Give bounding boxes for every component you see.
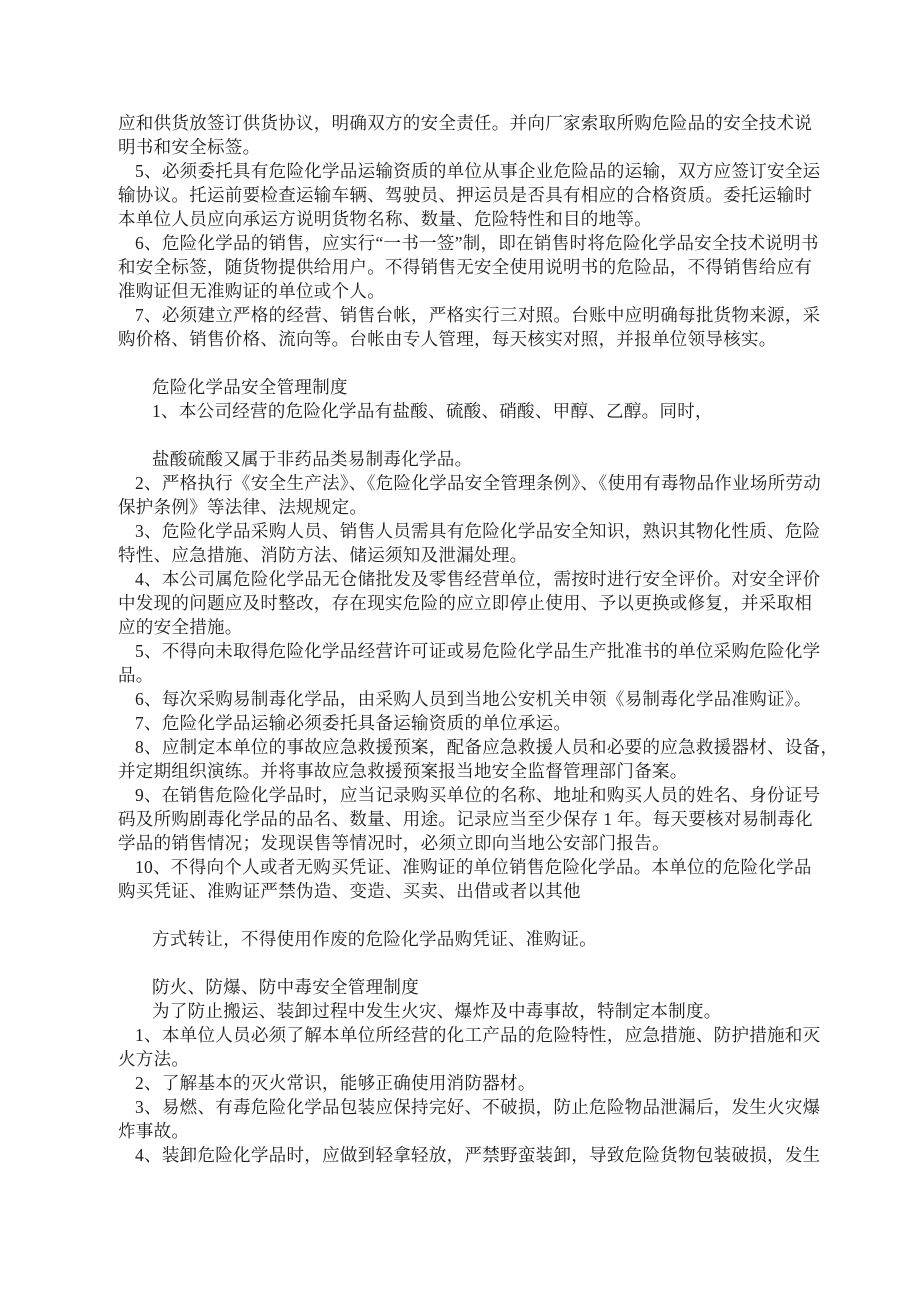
text-line: 学品的销售情况；发现误售等情况时，必须立即向当地公安部门报告。 — [118, 833, 670, 853]
text-line: 并定期组织演练。并将事故应急救援预案报当地安全监督管理部门备案。 — [118, 761, 688, 781]
blank-line — [118, 951, 804, 975]
text-line: 6、每次采购易制毒化学品，由采购人员到当地公安机关申领《易制毒化学品准购证》。 — [135, 689, 812, 709]
text-line: 准购证但无准购证的单位或个人。 — [118, 281, 385, 301]
text-line: 和安全标签，随货物提供给用户。不得销售无安全使用说明书的危险品，不得销售给应有 — [118, 257, 813, 277]
blank-line — [118, 351, 804, 375]
text-line: 方式转让，不得使用作废的危险化学品购凭证、准购证。 — [152, 929, 597, 949]
text-line: 1、本公司经营的危险化学品有盐酸、硫酸、硝酸、甲醇、乙醇。同时， — [152, 401, 713, 421]
blank-line — [118, 903, 804, 927]
text-line: 2、严格执行《安全生产法》、《危险化学品安全管理条例》、《使用有毒物品作业场所劳动 — [135, 473, 822, 493]
text-line: 应的安全措施。 — [118, 617, 243, 637]
text-line: 5、必须委托具有危险化学品运输资质的单位从事企业危险品的运输，双方应签订安全运 — [135, 161, 821, 181]
text-line: 危险化学品安全管理制度 — [152, 377, 348, 397]
text-line: 本单位人员应向承运方说明货物名称、数量、危险特性和目的地等。 — [118, 209, 652, 229]
text-line: 5、不得向未取得危险化学品经营许可证或易危险化学品生产批准书的单位采购危险化学 — [135, 641, 821, 661]
text-line: 6、危险化学品的销售，应实行“一书一签”制，即在销售时将危险化学品安全技术说明书 — [135, 233, 819, 253]
text-line: 7、必须建立严格的经营、销售台帐，严格实行三对照。台账中应明确每批货物来源，采 — [135, 305, 821, 325]
text-line: 特性、应急措施、消防方法、储运须知及泄漏处理。 — [118, 545, 528, 565]
text-line: 9、在销售危险化学品时，应当记录购买单位的名称、地址和购买人员的姓名、身份证号 — [135, 785, 821, 805]
text-line: 购价格、销售价格、流向等。台帐由专人管理，每天核实对照，并报单位领导核实。 — [118, 329, 777, 349]
text-line: 明书和安全标签。 — [118, 137, 261, 157]
text-line: 10、不得向个人或者无购买凭证、准购证的单位销售危险化学品。本单位的危险化学品 — [135, 857, 812, 877]
text-line: 码及所购剧毒化学品的品名、数量、用途。记录应当至少保存 1 年。每天要核对易制毒化 — [118, 809, 813, 829]
text-line: 输协议。托运前要检查运输车辆、驾驶员、押运员是否具有相应的合格资质。委托运输时 — [118, 185, 813, 205]
text-line: 为了防止搬运、装卸过程中发生火灾、爆炸及中毒事故，特制定本制度。 — [152, 1001, 722, 1021]
text-line: 品。 — [118, 665, 154, 685]
text-line: 4、装卸危险化学品时，应做到轻拿轻放，严禁野蛮装卸，导致危险货物包装破损，发生 — [135, 1145, 821, 1165]
text-line: 7、危险化学品运输必须委托具备运输资质的单位承运。 — [135, 713, 572, 733]
text-line: 炸事故。 — [118, 1121, 190, 1141]
text-line: 保护条例》等法律、法规规定。 — [118, 497, 368, 517]
text-line: 火方法。 — [118, 1049, 190, 1069]
text-line: 8、应制定本单位的事故应急救援预案，配备应急救援人员和必要的应急救援器材、设备， — [135, 737, 839, 757]
text-line: 4、本公司属危险化学品无仓储批发及零售经营单位，需按时进行安全评价。对安全评价 — [135, 569, 821, 589]
text-line: 3、易燃、有毒危险化学品包装应保持完好、不破损，防止危险物品泄漏后，发生火灾爆 — [135, 1097, 821, 1117]
blank-line — [118, 423, 804, 447]
text-line: 2、了解基本的灭火常识，能够正确使用消防器材。 — [135, 1073, 536, 1093]
text-line: 盐酸硫酸又属于非药品类易制毒化学品。 — [152, 449, 473, 469]
text-line: 应和供货放签订供货协议，明确双方的安全责任。并向厂家索取所购危险品的安全技术说 — [118, 113, 813, 133]
text-line: 1、本单位人员必须了解本单位所经营的化工产品的危险特性，应急措施、防护措施和灭 — [135, 1025, 821, 1045]
text-line: 购买凭证、准购证严禁伪造、变造、买卖、出借或者以其他 — [118, 881, 581, 901]
text-line: 3、危险化学品采购人员、销售人员需具有危险化学品安全知识，熟识其物化性质、危险 — [135, 521, 821, 541]
text-line: 中发现的问题应及时整改，存在现实危险的应立即停止使用、予以更换或修复，并采取相 — [118, 593, 813, 613]
text-line: 防火、防爆、防中毒安全管理制度 — [152, 977, 419, 997]
